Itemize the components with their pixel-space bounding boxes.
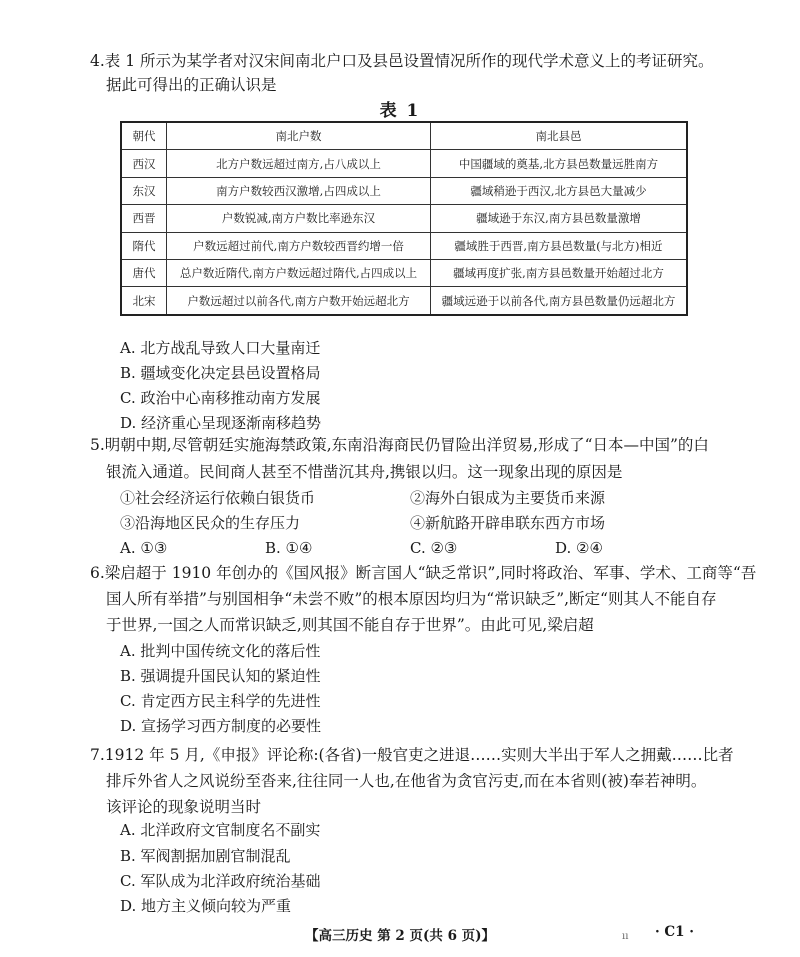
cell-dynasty: 北宋 bbox=[121, 287, 167, 315]
table-row bbox=[121, 177, 687, 204]
q7-stem-text1: 1912 年 5 月,《申报》评论称:(各省)一般官吏之进退……实则大半出于军人之拥戴……比者 bbox=[104, 746, 734, 764]
header-households: 南北户数 bbox=[167, 122, 431, 150]
q6-option-c[interactable]: C. 肯定西方民主科学的先进性 bbox=[120, 692, 321, 710]
paper-code: · C1 · bbox=[655, 924, 694, 940]
table-row bbox=[121, 232, 687, 259]
q7-option-a[interactable]: A. 北洋政府文官制度名不副实 bbox=[120, 821, 321, 839]
q7-stem-line1 bbox=[90, 742, 734, 769]
cell-counties: 疆域再度扩张,南方县邑数量开始超过北方 bbox=[431, 259, 688, 286]
q5-option-b[interactable]: B. ①④ bbox=[265, 539, 313, 557]
cell-dynasty: 西晋 bbox=[121, 205, 167, 232]
q6-option-d[interactable]: D. 宣扬学习西方制度的必要性 bbox=[120, 717, 322, 735]
q4-stem-line2: 据此可得出的正确认识是 bbox=[106, 76, 277, 94]
q7-number: 7. bbox=[90, 746, 105, 764]
table-row bbox=[121, 259, 687, 286]
cell-dynasty: 西汉 bbox=[121, 150, 167, 177]
cell-households: 户数锐减,南方户数比率逊东汉 bbox=[167, 205, 431, 232]
q4-option-c[interactable]: C. 政治中心南移推动南方发展 bbox=[120, 389, 321, 407]
cell-households: 总户数近隋代,南方户数远超过隋代,占四成以上 bbox=[167, 259, 431, 286]
cell-households: 北方户数远超过南方,占八成以上 bbox=[167, 150, 431, 177]
cell-households: 户数远超过前代,南方户数较西晋约增一倍 bbox=[167, 232, 431, 259]
q4-option-a[interactable]: A. 北方战乱导致人口大量南迁 bbox=[120, 339, 321, 357]
cell-counties: 疆域远逊于以前各代,南方县邑数量仍远超北方 bbox=[431, 287, 688, 315]
q4-stem-line1 bbox=[90, 48, 714, 75]
q5-stem-line1 bbox=[90, 432, 709, 459]
cell-dynasty: 隋代 bbox=[121, 232, 167, 259]
q7-stem-line3: 该评论的现象说明当时 bbox=[106, 798, 262, 816]
q4-option-b[interactable]: B. 疆域变化决定县邑设置格局 bbox=[120, 364, 321, 382]
q6-stem-line3: 于世界,一国之人而常识缺乏,则其国不能自存于世界”。由此可见,梁启超 bbox=[106, 616, 594, 634]
cell-counties: 疆域逊于东汉,南方县邑数量激增 bbox=[431, 205, 688, 232]
q6-stem-text1: 梁启超于 1910 年创办的《国风报》断言国人“缺乏常识”,同时将政治、军事、学术、工商等“吾 bbox=[104, 564, 757, 582]
q7-option-c[interactable]: C. 军队成为北洋政府统治基础 bbox=[120, 872, 321, 890]
cell-dynasty: 唐代 bbox=[121, 259, 167, 286]
scan-mark: ıı bbox=[622, 931, 629, 942]
table-row bbox=[121, 287, 687, 315]
q7-stem-line2: 排斥外省人之风说纷至沓来,往往同一人也,在他省为贪官污吏,而在本省则(被)奉若神明。 bbox=[106, 772, 707, 790]
q5-item-4: ④新航路开辟串联东西方市场 bbox=[410, 514, 606, 532]
cell-counties: 疆域胜于西晋,南方县邑数量(与北方)相近 bbox=[431, 232, 688, 259]
header-dynasty: 朝代 bbox=[121, 122, 167, 150]
q6-number: 6. bbox=[90, 564, 105, 582]
cell-counties: 中国疆域的奠基,北方县邑数量远胜南方 bbox=[431, 150, 688, 177]
q7-option-d[interactable]: D. 地方主义倾向较为严重 bbox=[120, 897, 292, 915]
q6-stem-line2: 国人所有举措”与别国相争“未尝不败”的根本原因均归为“常识缺乏”,断定“则其人不能自存 bbox=[106, 590, 717, 608]
q6-option-b[interactable]: B. 强调提升国民认知的紧迫性 bbox=[120, 667, 321, 685]
header-counties: 南北县邑 bbox=[431, 122, 688, 150]
q5-stem-line2: 银流入通道。民间商人甚至不惜凿沉其舟,携银以归。这一现象出现的原因是 bbox=[106, 463, 623, 481]
q5-stem-text1: 明朝中期,尽管朝廷实施海禁政策,东南沿海商民仍冒险出洋贸易,形成了“日本—中国”的白 bbox=[104, 436, 709, 454]
table-row bbox=[121, 205, 687, 232]
household-county-table bbox=[120, 121, 688, 316]
q4-stem-text1: 表 1 所示为某学者对汉宋间南北户口及县邑设置情况所作的现代学术意义上的考证研究。 bbox=[104, 52, 714, 70]
page-footer: 【高三历史 第 2 页(共 6 页)】 bbox=[305, 928, 496, 944]
q5-item-1: ①社会经济运行依赖白银货币 bbox=[120, 489, 316, 507]
cell-counties: 疆域稍逊于西汉,北方县邑大量减少 bbox=[431, 177, 688, 204]
table-row bbox=[121, 150, 687, 177]
cell-dynasty: 东汉 bbox=[121, 177, 167, 204]
cell-households: 南方户数较西汉激增,占四成以上 bbox=[167, 177, 431, 204]
q5-option-a[interactable]: A. ①③ bbox=[120, 539, 168, 557]
q5-option-d[interactable]: D. ②④ bbox=[555, 539, 603, 557]
q5-item-3: ③沿海地区民众的生存压力 bbox=[120, 514, 301, 532]
q6-stem-line1 bbox=[90, 560, 756, 587]
q5-item-2: ②海外白银成为主要货币来源 bbox=[410, 489, 606, 507]
q7-option-b[interactable]: B. 军阀割据加剧官制混乱 bbox=[120, 847, 291, 865]
q4-option-d[interactable]: D. 经济重心呈现逐渐南移趋势 bbox=[120, 414, 322, 432]
q5-option-c[interactable]: C. ②③ bbox=[410, 539, 458, 557]
q6-option-a[interactable]: A. 批判中国传统文化的落后性 bbox=[120, 642, 321, 660]
table-header-row bbox=[121, 122, 687, 150]
q4-number: 4. bbox=[90, 52, 105, 70]
q5-number: 5. bbox=[90, 436, 105, 454]
table-caption: 表 1 bbox=[379, 101, 421, 121]
cell-households: 户数远超过以前各代,南方户数开始远超北方 bbox=[167, 287, 431, 315]
